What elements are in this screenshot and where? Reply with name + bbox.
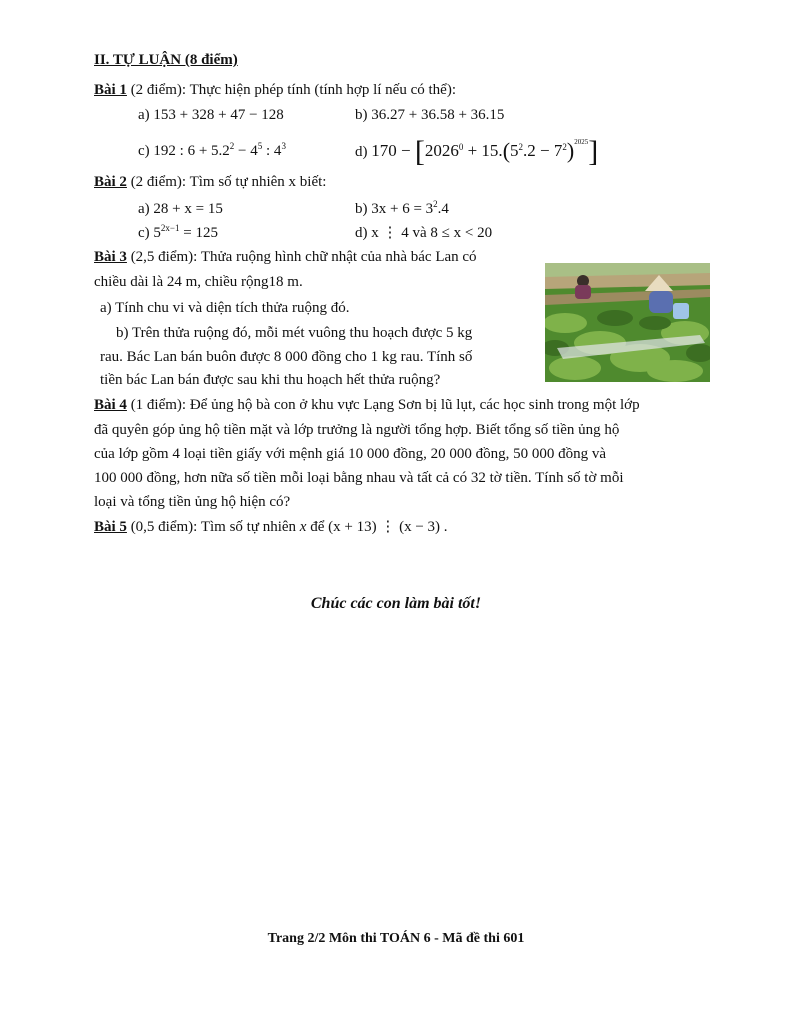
rice-field-photo: [545, 263, 710, 382]
bai1-d-exp2: 2: [518, 142, 524, 152]
bai1-b: [355, 104, 504, 126]
bai1-d-part1: 170 −: [371, 141, 415, 160]
bai4-label: Bài 4: [94, 397, 127, 413]
bai1-c-exp2: 5: [257, 141, 263, 151]
bai1-b-label: b): [355, 107, 372, 123]
bai3-label: Bài 3: [94, 249, 127, 265]
bai1-d-rbracket: ]: [588, 135, 599, 168]
bai1-d-part3: + 15.: [463, 141, 503, 160]
bai1-d-part2: 2026: [424, 141, 459, 160]
bai1-d-rparen: ): [566, 138, 575, 163]
bai4-line5: loại và tổng tiền ủng hộ hiện có?: [94, 494, 291, 510]
bai5-text: (0,5 điểm): Tìm số tự nhiên: [126, 519, 300, 535]
bai1-b-expr: 36.27 + 36.58 + 36.15: [371, 107, 505, 123]
bai2-d-expr: x ⋮ 4 và 8 ≤ x < 20: [371, 225, 493, 241]
bai1-c-label: c): [138, 143, 154, 159]
bai5: [94, 516, 448, 538]
bai1-c-part1: 192 : 6 + 5.2: [153, 143, 230, 159]
bai1-heading: [94, 79, 456, 101]
page-footer: Trang 2/2 Môn thi TOÁN 6 - Mã đề thi 601: [267, 931, 525, 946]
bai3-b3: tiền bác Lan bán được sau khi thu hoạch hết thửa ruộng?: [100, 372, 441, 388]
bai1-a-expr: 153 + 328 + 47 − 128: [153, 107, 284, 123]
bai2-heading: [94, 171, 326, 193]
bai2-b-label: b): [355, 201, 372, 217]
closing-message: Chúc các con làm bài tốt!: [310, 595, 482, 612]
bai3-b2: rau. Bác Lan bán buôn được 8 000 đồng cho 1 kg rau. Tính số: [100, 349, 473, 365]
bai3-b1: b) Trên thửa ruộng đó, mỗi mét vuông thu hoạch được 5 kg: [116, 325, 473, 341]
bai1-c-part3: : 4: [262, 143, 282, 159]
bai2-b-exp: 2: [433, 199, 438, 209]
bai1-c: [138, 140, 286, 162]
bai4-line1-text: (1 điểm): Để ủng hộ bà con ở khu vực Lạng Sơn bị lũ lụt, các học sinh trong một lớp: [126, 397, 640, 413]
bai2-a: [138, 198, 223, 220]
bai3-a: a) Tính chu vi và diện tích thửa ruộng đó.: [100, 300, 350, 316]
bai1-d-part5: .2 − 7: [523, 141, 563, 160]
bai2-label: Bài 2: [94, 174, 127, 190]
bai2-c-part1: 5: [153, 225, 161, 241]
bai2-b: [355, 198, 449, 220]
bai1-label: Bài 1: [94, 82, 127, 98]
bai1-d-exp1: 0: [458, 142, 464, 152]
bai1-d-part4: 5: [510, 141, 519, 160]
bai2-b-part1: 3x + 6 = 3: [371, 201, 434, 217]
bai1-d: [355, 135, 599, 168]
bai2-c-label: c): [138, 225, 154, 241]
bai2-a-label: a): [138, 201, 154, 217]
bai1-d-lbracket: [: [414, 135, 425, 168]
bai5-expr: (x + 13) ⋮ (x − 3): [328, 519, 441, 535]
section-title: II. TỰ LUẬN (8 điểm): [94, 52, 238, 68]
bai5-text2: để: [306, 519, 329, 535]
bai1-a-label: a): [138, 107, 154, 123]
bai5-x: x: [299, 519, 307, 535]
bai2-a-expr: 28 + x = 15: [153, 201, 223, 217]
bai2-d-label: d): [355, 225, 372, 241]
bai5-end: .: [440, 519, 448, 535]
bai3-line2: chiều dài là 24 m, chiều rộng18 m.: [94, 274, 303, 290]
bai3-line1: (2,5 điểm): Thửa ruộng hình chữ nhật của nhà bác Lan có: [126, 249, 477, 265]
bai3-heading: [94, 246, 477, 268]
bai2-d: [355, 222, 492, 244]
bai1-c-part2: − 4: [234, 143, 258, 159]
bai1-c-exp1: 2: [229, 141, 235, 151]
bai2-c-part2: = 125: [179, 225, 218, 241]
bai1-d-exp3: 2: [562, 142, 567, 152]
bai1-a: [138, 104, 284, 126]
bai4-line1: [94, 394, 640, 416]
bai1-c-exp3: 3: [281, 141, 286, 151]
bai4-line3: của lớp gồm 4 loại tiền giấy với mệnh giá 10 000 đồng, 20 000 đồng, 50 000 đồng và: [94, 446, 607, 462]
bai4-line2: đã quyên góp ủng hộ tiền mặt và lớp trưởng là người tổng hợp. Biết tổng số tiền ủng hộ: [94, 422, 620, 438]
bai2-c-exp: 2x−1: [160, 223, 180, 233]
bai2-b-part2: .4: [437, 201, 449, 217]
bai5-label: Bài 5: [94, 519, 127, 535]
bai1-d-exp4: 2025: [574, 138, 589, 146]
bai4-line4: 100 000 đồng, hơn nữa số tiền mỗi loại bằng nhau và tất cả có 32 tờ tiền. Tính số tờ mỗi: [94, 470, 624, 486]
bai2-c: [138, 222, 218, 244]
bai1-d-lparen: (: [502, 138, 511, 163]
bai1-text: (2 điểm): Thực hiện phép tính (tính hợp lí nếu có thể):: [126, 82, 456, 98]
bai1-d-label: d): [355, 144, 372, 160]
bai2-text: (2 điểm): Tìm số tự nhiên x biết:: [126, 174, 327, 190]
